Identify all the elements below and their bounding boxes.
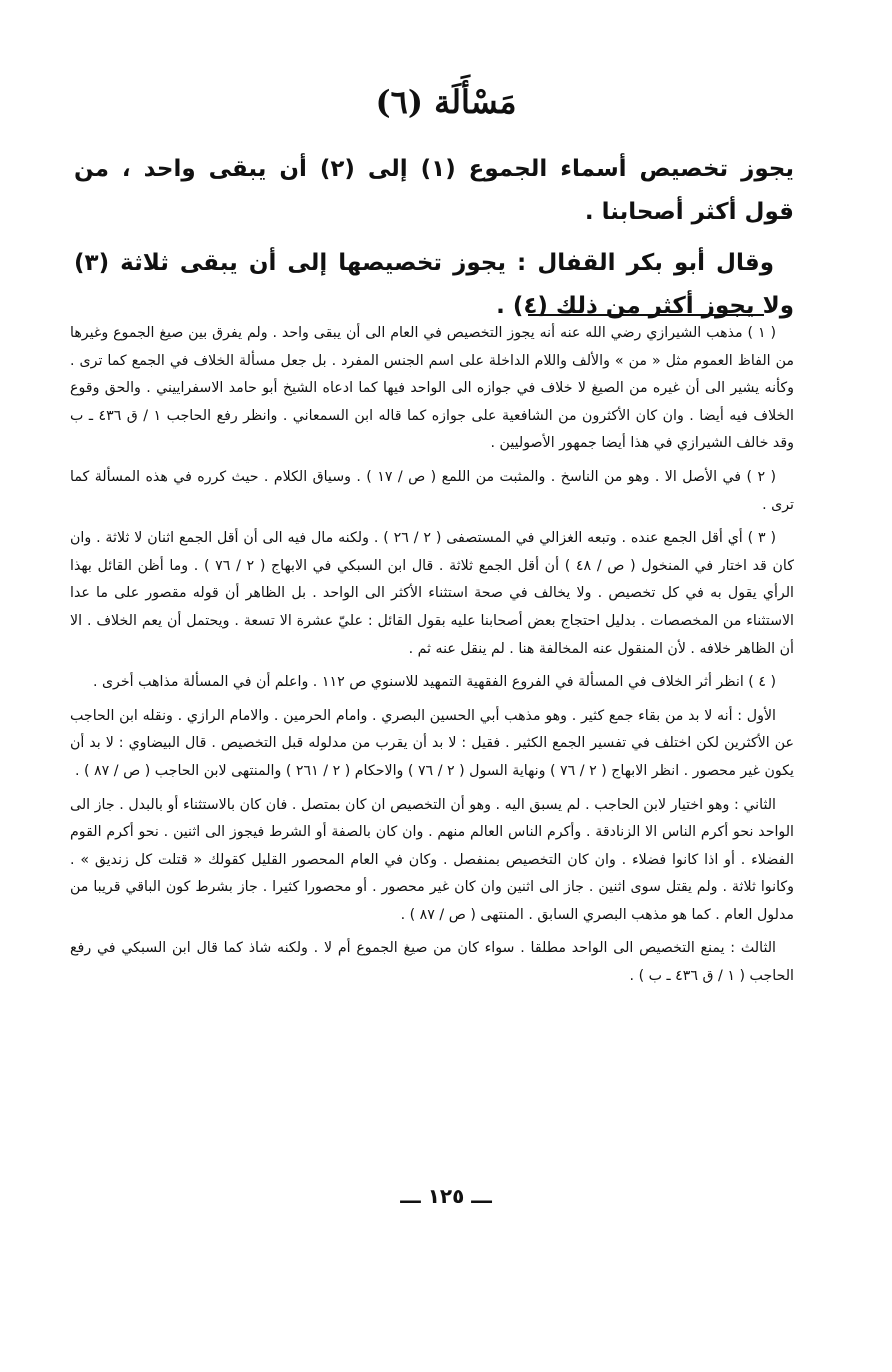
footnote-separator <box>528 314 764 316</box>
footnote-3: ( ٣ ) أي أقل الجمع عنده . وتبعه الغزالي في المستصفى ( ٢ / ٢٦ ) . ولكنه مال فيه الى أن أقل الجمع اثنان لا ثلاثة . وان كان قد اختار في المنخول ( ص / ٤٨ ) أن أقل الجمع ثلاثة . قال ابن السبكي في الابهاج ( ٢ / ٧٦ ) . وما أظن القائل بهذا الرأي يقول به في كل تخصيص . ولا يخالف في صحة استثناء الأكثر الى الواحد . بل الظاهر أن قوله مقصور على ما عدا الاستثناء من المخصصات . بدليل احتجاج بعض أصحابنا عليه بقول القائل : عليّ عشرة الا تسعة . ويحتمل أن يعم الخلاف . الا أن الظاهر خلافه . لأن المنقول عنه المخالفة هنا . لم ينقل عنه ثم . <box>70 530 794 657</box>
main-paragraph-2: وقال أبو بكر القفال : يجوز تخصيصها إلى أن يبقى ثلاثة (٣) ولا يجوز أكثر من ذلك (٤) . <box>74 250 794 319</box>
footnote-4: ( ٤ ) انظر أثر الخلاف في المسألة في الفروع الفقهية التمهيد للاسنوي ص ١١٢ . واعلم أن في المسألة مذاهب أخرى . <box>92 674 776 691</box>
opinion-first: الأول : أنه لا بد من بقاء جمع كثير . وهو مذهب أبي الحسين البصري . وامام الحرمين . والامام الرازي . ونقله ابن الحاجب عن الأكثرين لكن اختلف في تفسير الجمع الكثير . فقيل : لا بد أن يقرب من مدلوله قبل التخصيص . قال البيضاوي : لا بد أن يكون غير محصور . انظر الابهاج ( ٢ / ٧٦ ) ونهاية السول ( ٢ / ٧٦ ) والاحكام ( ٢ / ٢٦١ ) والمنتهى لابن الحاجب ( ص / ٨٧ ) . <box>70 707 794 779</box>
footnotes-section <box>70 320 794 991</box>
chapter-heading: مَسْأَلَة (٦) <box>375 83 517 121</box>
page-number: ـــ ١٢٥ ـــ <box>400 1184 492 1208</box>
footnote-2: ( ٢ ) في الأصل الا . وهو من الناسخ . والمثبت من اللمع ( ص / ١٧ ) . وسياق الكلام . حيث كرره في هذه المسألة كما ترى . <box>70 468 794 513</box>
opinion-second: الثاني : وهو اختيار لابن الحاجب . لم يسبق اليه . وهو أن التخصيص ان كان بمتصل . فان كان بالاستثناء أو بالبدل . جاز الى الواحد نحو أكرم الناس الا الزنادقة . وأكرم الناس العالم منهم . وان كان بالصفة أو الشرط فيجوز الى اثنين . نحو أكرم القوم الفضلاء . أو اذا كانوا فضلاء . وان كان التخصيص بمنفصل . وكان في العام المحصور القليل كقولك « قتلت كل زنديق » . وكانوا ثلاثة . ولم يقتل سوى اثنين . جاز الى اثنين وان كان غير محصور . أو محصورا كثيرا . جاز بشرط كون الباقي قريبا من مدلول العام . كما هو مذهب البصري السابق . المنتهى ( ص / ٨٧ ) . <box>70 796 794 923</box>
footnote-1: ( ١ ) مذهب الشيرازي رضي الله عنه أنه يجوز التخصيص في العام الى أن يبقى واحد . ولم يفرق بين صيغ الجموع وغيرها من الفاظ العموم مثل « من » والألف واللام الداخلة على اسم الجنس المفرد . بل جعل مسألة الخلاف في الجمع كما ترى . وكأنه يشير الى أن غيره من الصيغ لا خلاف في جوازه الى الواحد فيها كما ادعاه الشيخ أبو حامد الاسفراييني . والحق وقوع الخلاف فيه أيضا . وان كان الأكثرون من الشافعية على جوازه كما قاله ابن السمعاني . وانظر رفع الحاجب ١ / ق ٤٣٦ ـ ب وقد خالف الشيرازي في هذا أيضا جمهور الأصوليين . <box>70 325 794 452</box>
main-text <box>74 148 794 328</box>
opinion-third: الثالث : يمنع التخصيص الى الواحد مطلقا . سواء كان من صيغ الجموع أم لا . ولكنه شاذ كما قال ابن السبكي في رفع الحاجب ( ١ / ق ٤٣٦ ـ ب ) . <box>70 940 794 985</box>
main-paragraph-1: يجوز تخصيص أسماء الجموع (١) إلى (٢) أن يبقى واحد ، من قول أكثر أصحابنا . <box>74 156 794 225</box>
